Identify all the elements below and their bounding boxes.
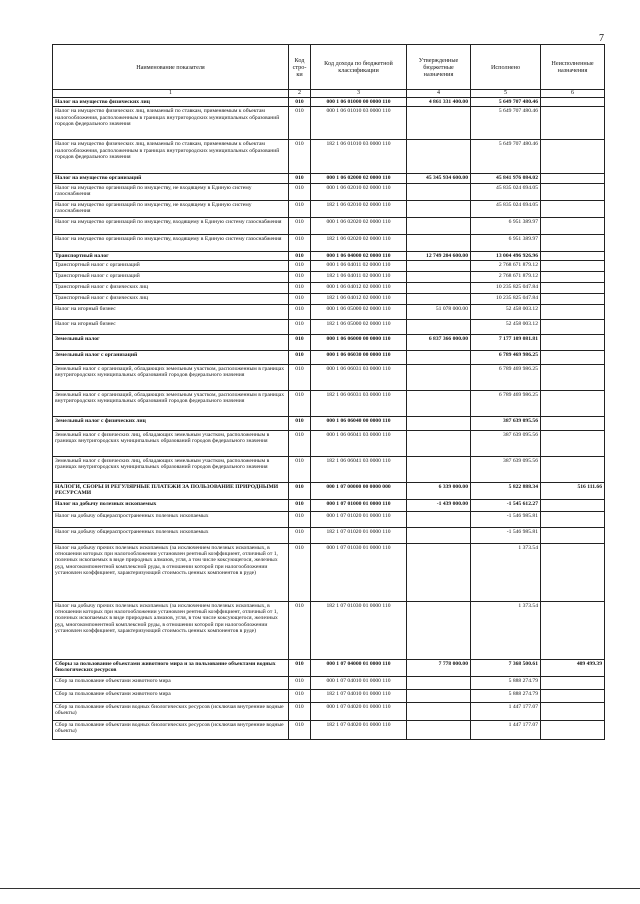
cell-executed: 52 458 003.12 [471,304,541,319]
cell-line-code: 010 [289,174,311,183]
cell-approved [407,527,471,543]
cell-unexecuted: 409 499.39 [541,659,605,676]
cell-line-code: 010 [289,456,311,482]
cell-executed: 10 235 825 047.84 [471,282,541,293]
column-number: 6 [541,90,605,98]
cell-indicator-name: Налог на имущество организаций по имуществу, входящему в Единую систему газоснабжения [53,217,289,234]
cell-budget-code: 000 1 07 04010 01 0000 110 [311,676,407,689]
table-row [53,720,605,739]
cell-line-code: 010 [289,271,311,282]
cell-budget-code: 000 1 06 06040 00 0000 110 [311,416,407,430]
cell-indicator-name: Сборы за пользование объектами животного мира и за пользование объектами водных биологических ресурсов [53,659,289,676]
cell-line-code: 010 [289,260,311,271]
cell-line-code: 010 [289,364,311,390]
column-number-row [53,90,605,98]
cell-indicator-name: Налог на добычу прочих полезных ископаемых (за исключением полезных ископаемых, в отношении которых при налогообложении установлен рентный коэффициент, отличный от 1, полезных ископаемых в виде природных алмазов, угля, в том числе коксующегося, железных руд, многокомпонентной комплексной руды, в отношении которой при налогообложении установлен коэффициент, характеризующий стоимость ценных компонентов в руде) [53,601,289,659]
cell-unexecuted [541,689,605,702]
cell-executed: 5 649 707 480.46 [471,98,541,107]
cell-indicator-name: Налог на имущество организаций по имуществу, входящему в Единую систему газоснабжения [53,234,289,251]
cell-unexecuted [541,702,605,720]
table-row [53,511,605,527]
cell-unexecuted [541,140,605,174]
cell-unexecuted [541,390,605,416]
table-row [53,543,605,601]
cell-executed: -1 546 985.81 [471,511,541,527]
cell-unexecuted [541,350,605,364]
cell-line-code: 010 [289,511,311,527]
cell-line-code: 010 [289,689,311,702]
cell-approved [407,200,471,217]
cell-budget-code: 182 1 06 05000 02 0000 110 [311,319,407,334]
cell-executed: 45 841 976 084.02 [471,174,541,183]
cell-approved [407,107,471,140]
cell-budget-code: 182 1 07 04020 01 0000 110 [311,720,407,739]
cell-indicator-name: Сбор за пользование объектами водных биологических ресурсов (исключая внутренние водные объекты) [53,720,289,739]
cell-executed: 5 888 274.79 [471,676,541,689]
cell-executed: 52 458 003.12 [471,319,541,334]
cell-budget-code: 182 1 06 02010 02 0000 110 [311,200,407,217]
cell-budget-code: 182 1 07 04010 01 0000 110 [311,689,407,702]
cell-executed: 6 789 469 986.25 [471,390,541,416]
header-indicator-name: Наименование показателя [53,45,289,90]
cell-line-code: 010 [289,416,311,430]
cell-approved: 45 345 934 600.00 [407,174,471,183]
column-number: 1 [53,90,289,98]
cell-executed: 1 373.54 [471,601,541,659]
table-row [53,676,605,689]
cell-approved: 4 861 331 400.00 [407,98,471,107]
cell-line-code: 010 [289,676,311,689]
cell-budget-code: 182 1 07 01030 01 0000 110 [311,601,407,659]
cell-line-code: 010 [289,234,311,251]
cell-line-code: 010 [289,720,311,739]
cell-indicator-name: НАЛОГИ, СБОРЫ И РЕГУЛЯРНЫЕ ПЛАТЕЖИ ЗА ПОЛЬЗОВАНИЕ ПРИРОДНЫМИ РЕСУРСАМИ [53,482,289,499]
cell-unexecuted [541,319,605,334]
cell-unexecuted [541,260,605,271]
cell-indicator-name: Сбор за пользование объектами животного мира [53,689,289,702]
cell-indicator-name: Земельный налог с физических лиц, обладающих земельным участком, расположенным в границах внутригородских муниципальных образований городов федерального значения [53,430,289,456]
cell-executed: 6 789 469 986.25 [471,350,541,364]
cell-unexecuted [541,499,605,511]
cell-unexecuted [541,304,605,319]
cell-approved [407,217,471,234]
table-row [53,364,605,390]
table-row [53,702,605,720]
cell-executed: 5 822 888.34 [471,482,541,499]
cell-approved [407,720,471,739]
table-row [53,499,605,511]
cell-budget-code: 182 1 06 04012 02 0000 110 [311,293,407,304]
cell-budget-code: 182 1 06 04011 02 0000 110 [311,271,407,282]
cell-budget-code: 000 1 06 06000 00 0000 110 [311,334,407,350]
table-row [53,659,605,676]
table-row [53,689,605,702]
cell-approved [407,456,471,482]
cell-unexecuted [541,234,605,251]
cell-budget-code: 000 1 06 06030 00 0000 110 [311,350,407,364]
cell-approved [407,234,471,251]
cell-line-code: 010 [289,702,311,720]
cell-unexecuted [541,416,605,430]
cell-executed: 1 447 177.07 [471,720,541,739]
cell-line-code: 010 [289,334,311,350]
page-number: 7 [599,33,604,44]
cell-approved [407,601,471,659]
table-row [53,140,605,174]
cell-line-code: 010 [289,200,311,217]
cell-executed: 2 768 671 879.12 [471,260,541,271]
table-row [53,251,605,260]
cell-indicator-name: Земельный налог с физических лиц, обладающих земельным участком, расположенным в границах внутригородских муниципальных образований городов федерального значения [53,456,289,482]
cell-executed: 6 789 469 986.25 [471,364,541,390]
cell-budget-code: 182 1 06 01010 03 0000 110 [311,140,407,174]
cell-budget-code: 000 1 06 02000 02 0000 110 [311,174,407,183]
cell-approved: 6 837 366 000.00 [407,334,471,350]
cell-indicator-name: Земельный налог [53,334,289,350]
cell-budget-code: 000 1 06 02020 02 0000 110 [311,217,407,234]
cell-indicator-name: Налог на добычу полезных ископаемых [53,499,289,511]
cell-budget-code: 000 1 07 00000 00 0000 000 [311,482,407,499]
cell-indicator-name: Сбор за пользование объектами животного мира [53,676,289,689]
cell-unexecuted: 516 111.66 [541,482,605,499]
cell-line-code: 010 [289,304,311,319]
table-row [53,390,605,416]
cell-budget-code: 182 1 06 06031 03 0000 110 [311,390,407,416]
header-row [53,45,605,90]
cell-line-code: 010 [289,98,311,107]
table-body [53,98,605,740]
cell-budget-code: 000 1 07 01030 01 0000 110 [311,543,407,601]
cell-indicator-name: Налог на имущество организаций по имуществу, не входящему в Единую систему газоснабжения [53,183,289,200]
table-row [53,271,605,282]
cell-line-code: 010 [289,183,311,200]
cell-approved [407,293,471,304]
cell-budget-code: 000 1 06 02010 02 0000 110 [311,183,407,200]
cell-line-code: 010 [289,217,311,234]
header-approved: Утвержденные бюджетные назначения [407,45,471,90]
cell-approved: 12 749 204 600.00 [407,251,471,260]
header-budget-code: Код дохода по бюджетной классификации [311,45,407,90]
cell-line-code: 010 [289,499,311,511]
cell-indicator-name: Земельный налог с организаций, обладающих земельным участком, расположенным в границах внутригородских муниципальных образований городов федерального значения [53,390,289,416]
cell-executed: 7 368 500.61 [471,659,541,676]
cell-executed: -1 545 612.27 [471,499,541,511]
cell-unexecuted [541,282,605,293]
cell-approved: -1 439 000.00 [407,499,471,511]
table-row [53,430,605,456]
cell-indicator-name: Земельный налог с организаций [53,350,289,364]
cell-line-code: 010 [289,251,311,260]
cell-approved [407,350,471,364]
column-number: 5 [471,90,541,98]
cell-budget-code: 182 1 06 06041 03 0000 110 [311,456,407,482]
cell-budget-code: 000 1 06 04012 02 0000 110 [311,282,407,293]
cell-executed: 45 835 024 694.05 [471,183,541,200]
cell-approved [407,702,471,720]
cell-unexecuted [541,98,605,107]
cell-line-code: 010 [289,543,311,601]
cell-indicator-name: Налог на игорный бизнес [53,304,289,319]
cell-indicator-name: Транспортный налог с организаций [53,260,289,271]
cell-approved [407,282,471,293]
cell-indicator-name: Транспортный налог с физических лиц [53,293,289,304]
cell-executed: 1 373.54 [471,543,541,601]
cell-unexecuted [541,676,605,689]
column-number: 2 [289,90,311,98]
cell-approved [407,430,471,456]
cell-approved [407,364,471,390]
cell-executed: 5 649 707 480.46 [471,107,541,140]
table-row [53,217,605,234]
cell-line-code: 010 [289,390,311,416]
cell-unexecuted [541,543,605,601]
cell-approved [407,260,471,271]
column-number: 4 [407,90,471,98]
cell-unexecuted [541,251,605,260]
cell-budget-code: 000 1 07 01020 01 0000 110 [311,511,407,527]
table-row [53,482,605,499]
table-row [53,319,605,334]
cell-indicator-name: Налог на игорный бизнес [53,319,289,334]
cell-line-code: 010 [289,659,311,676]
cell-budget-code: 000 1 07 04020 01 0000 110 [311,702,407,720]
cell-unexecuted [541,217,605,234]
cell-indicator-name: Транспортный налог с физических лиц [53,282,289,293]
header-executed: Исполнено [471,45,541,90]
cell-unexecuted [541,174,605,183]
cell-unexecuted [541,271,605,282]
cell-approved [407,416,471,430]
table-row [53,107,605,140]
cell-approved: 51 078 000.00 [407,304,471,319]
cell-unexecuted [541,511,605,527]
cell-budget-code: 000 1 06 06041 03 0000 110 [311,430,407,456]
cell-indicator-name: Налог на имущество организаций [53,174,289,183]
cell-indicator-name: Налог на имущество организаций по имуществу, не входящему в Единую систему газоснабжения [53,200,289,217]
cell-executed: 387 639 095.56 [471,456,541,482]
cell-budget-code: 000 1 06 06031 03 0000 110 [311,364,407,390]
cell-executed: 6 951 389.97 [471,234,541,251]
cell-approved [407,676,471,689]
table-row [53,601,605,659]
cell-line-code: 010 [289,282,311,293]
table-row [53,200,605,217]
table-row [53,282,605,293]
cell-unexecuted [541,527,605,543]
cell-indicator-name: Налог на добычу общераспространенных полезных ископаемых [53,511,289,527]
cell-executed: 13 004 496 926.96 [471,251,541,260]
cell-approved [407,543,471,601]
cell-executed: 2 768 671 879.12 [471,271,541,282]
cell-indicator-name: Земельный налог с физических лиц [53,416,289,430]
cell-indicator-name: Земельный налог с организаций, обладающих земельным участком, расположенным в границах внутригородских муниципальных образований городов федерального значения [53,364,289,390]
cell-budget-code: 000 1 06 05000 02 0000 110 [311,304,407,319]
cell-budget-code: 182 1 06 02020 02 0000 110 [311,234,407,251]
table-row [53,527,605,543]
cell-executed: 7 177 109 081.81 [471,334,541,350]
cell-budget-code: 000 1 06 04011 02 0000 110 [311,260,407,271]
header-unexecuted: Неисполненные назначения [541,45,605,90]
revenue-table [52,44,605,740]
table-row [53,416,605,430]
column-number: 3 [311,90,407,98]
table-row [53,334,605,350]
cell-budget-code: 000 1 06 01010 03 0000 110 [311,107,407,140]
cell-approved [407,183,471,200]
cell-unexecuted [541,456,605,482]
cell-unexecuted [541,601,605,659]
cell-line-code: 010 [289,601,311,659]
cell-budget-code: 000 1 06 01000 00 0000 110 [311,98,407,107]
cell-approved [407,689,471,702]
cell-line-code: 010 [289,319,311,334]
cell-unexecuted [541,293,605,304]
cell-approved [407,511,471,527]
cell-unexecuted [541,200,605,217]
cell-indicator-name: Сбор за пользование объектами водных биологических ресурсов (исключая внутренние водные объекты) [53,702,289,720]
cell-budget-code: 000 1 07 04000 01 0000 110 [311,659,407,676]
cell-indicator-name: Налог на имущество физических лиц, взимаемый по ставкам, применяемым к объектам налогообложения, расположенным в границах внутригородских муниципальных образований городов федерального значения [53,140,289,174]
cell-unexecuted [541,334,605,350]
cell-executed: 6 951 389.97 [471,217,541,234]
table-row [53,293,605,304]
cell-executed: 387 639 095.56 [471,416,541,430]
table-row [53,174,605,183]
cell-indicator-name: Транспортный налог с организаций [53,271,289,282]
cell-approved [407,319,471,334]
cell-indicator-name: Налог на добычу общераспространенных полезных ископаемых [53,527,289,543]
scan-bottom-edge [0,888,640,889]
cell-unexecuted [541,430,605,456]
table-row [53,304,605,319]
cell-line-code: 010 [289,293,311,304]
cell-unexecuted [541,107,605,140]
cell-budget-code: 182 1 07 01020 01 0000 110 [311,527,407,543]
cell-approved [407,140,471,174]
cell-budget-code: 000 1 07 01000 01 0000 110 [311,499,407,511]
cell-approved [407,390,471,416]
cell-approved [407,271,471,282]
cell-indicator-name: Налог на добычу прочих полезных ископаемых (за исключением полезных ископаемых, в отношении которых при налогообложении установлен рентный коэффициент, отличный от 1, полезных ископаемых в виде природных алмазов, угля, а том числе коксующегося, железных руд, многокомпонентной комплексной руды, в отношении которой при налогообложении установлен коэффициент, характеризующий стоимость ценных компонентов в руде) [53,543,289,601]
cell-indicator-name: Налог на имущество физических лиц, взимаемый по ставкам, применяемым к объектам налогообложения, расположенным в границах внутригородских муниципальных образований городов федерального значения [53,107,289,140]
cell-line-code: 010 [289,482,311,499]
table-row [53,350,605,364]
cell-executed: 10 235 825 047.84 [471,293,541,304]
cell-unexecuted [541,720,605,739]
cell-unexecuted [541,364,605,390]
cell-unexecuted [541,183,605,200]
table-row [53,98,605,107]
table-row [53,234,605,251]
cell-executed: 5 649 707 480.46 [471,140,541,174]
cell-line-code: 010 [289,527,311,543]
cell-executed: -1 546 985.81 [471,527,541,543]
table-row [53,456,605,482]
cell-budget-code: 000 1 06 04000 02 0000 110 [311,251,407,260]
table-row [53,260,605,271]
header-line-code: Код стро-ки [289,45,311,90]
cell-executed: 1 447 177.07 [471,702,541,720]
cell-approved: 6 339 000.00 [407,482,471,499]
cell-line-code: 010 [289,140,311,174]
cell-executed: 5 888 274.79 [471,689,541,702]
cell-line-code: 010 [289,107,311,140]
cell-line-code: 010 [289,350,311,364]
cell-indicator-name: Транспортный налог [53,251,289,260]
cell-executed: 387 639 095.56 [471,430,541,456]
cell-executed: 45 835 024 694.05 [471,200,541,217]
cell-line-code: 010 [289,430,311,456]
cell-indicator-name: Налог на имущество физических лиц [53,98,289,107]
table-row [53,183,605,200]
cell-approved: 7 778 000.00 [407,659,471,676]
